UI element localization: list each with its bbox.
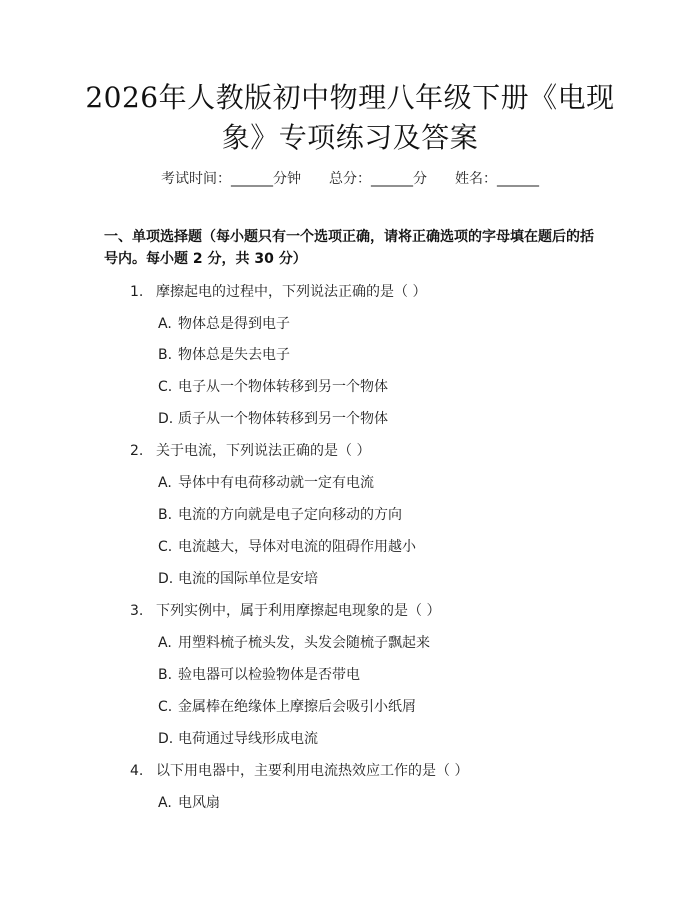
option-2b — [158, 505, 402, 525]
section-heading-line-1: 一、单项选择题（每小题只有一个选项正确，请将正确选项的字母填在题后的括 — [104, 229, 594, 245]
question-2 — [130, 441, 370, 461]
option-letter: C. — [158, 379, 173, 395]
option-text: 金属棒在绝缘体上摩擦后会吸引小纸屑 — [178, 699, 416, 715]
option-text: 电荷通过导线形成电流 — [178, 731, 318, 747]
option-1a — [158, 314, 290, 334]
option-1c — [158, 377, 388, 397]
title-line-1: 2026年人教版初中物理八年级下册《电现 — [85, 81, 615, 114]
option-letter: C. — [158, 539, 173, 555]
option-3a — [158, 633, 430, 653]
section-heading — [104, 226, 614, 270]
option-letter: B. — [158, 507, 173, 523]
exam-time-label: 考试时间：______分钟 — [161, 171, 301, 187]
option-1b — [158, 345, 290, 365]
option-text: 验电器可以检验物体是否带电 — [178, 667, 360, 683]
option-text: 电流的方向就是电子定向移动的方向 — [178, 507, 402, 523]
document-title — [60, 78, 640, 158]
option-3b — [158, 665, 360, 685]
total-score-label: 总分：______分 — [329, 171, 427, 187]
option-letter: A. — [158, 635, 172, 651]
option-text: 用塑料梳子梳头发，头发会随梳子飘起来 — [178, 635, 430, 651]
question-number: 2. — [130, 443, 144, 459]
option-letter: D. — [158, 411, 174, 427]
option-letter: C. — [158, 699, 173, 715]
option-text: 导体中有电荷移动就一定有电流 — [178, 475, 374, 491]
option-letter: A. — [158, 795, 172, 811]
question-number: 1. — [130, 284, 144, 300]
option-3d — [158, 729, 318, 749]
option-2a — [158, 473, 374, 493]
question-1 — [130, 282, 426, 302]
option-1d — [158, 409, 388, 429]
option-4a — [158, 793, 220, 813]
option-text: 电风扇 — [178, 795, 220, 811]
question-stem: 下列实例中，属于利用摩擦起电现象的是（ ） — [156, 603, 441, 619]
question-stem: 以下用电器中，主要利用电流热效应工作的是（ ） — [156, 763, 469, 779]
question-stem: 摩擦起电的过程中，下列说法正确的是（ ） — [156, 284, 427, 300]
option-text: 物体总是得到电子 — [178, 316, 290, 332]
option-text: 电流越大，导体对电流的阻碍作用越小 — [178, 539, 416, 555]
question-3 — [130, 601, 440, 621]
option-letter: B. — [158, 347, 173, 363]
question-number: 3. — [130, 603, 144, 619]
option-letter: B. — [158, 667, 173, 683]
option-text: 物体总是失去电子 — [178, 347, 290, 363]
title-line-2: 象》专项练习及答案 — [221, 121, 479, 154]
option-text: 电流的国际单位是安培 — [178, 571, 318, 587]
option-3c — [158, 697, 416, 717]
option-letter: A. — [158, 316, 172, 332]
question-number: 4. — [130, 763, 144, 779]
question-stem: 关于电流，下列说法正确的是（ ） — [156, 443, 371, 459]
option-letter: D. — [158, 571, 174, 587]
option-letter: D. — [158, 731, 174, 747]
name-label: 姓名：______ — [455, 171, 539, 187]
option-text: 电子从一个物体转移到另一个物体 — [178, 379, 388, 395]
option-2d — [158, 569, 318, 589]
exam-meta-line — [0, 168, 700, 188]
option-letter: A. — [158, 475, 172, 491]
section-heading-line-2: 号内。每小题 2 分，共 30 分） — [104, 251, 307, 267]
option-text: 质子从一个物体转移到另一个物体 — [178, 411, 388, 427]
option-2c — [158, 537, 416, 557]
question-4 — [130, 761, 468, 781]
